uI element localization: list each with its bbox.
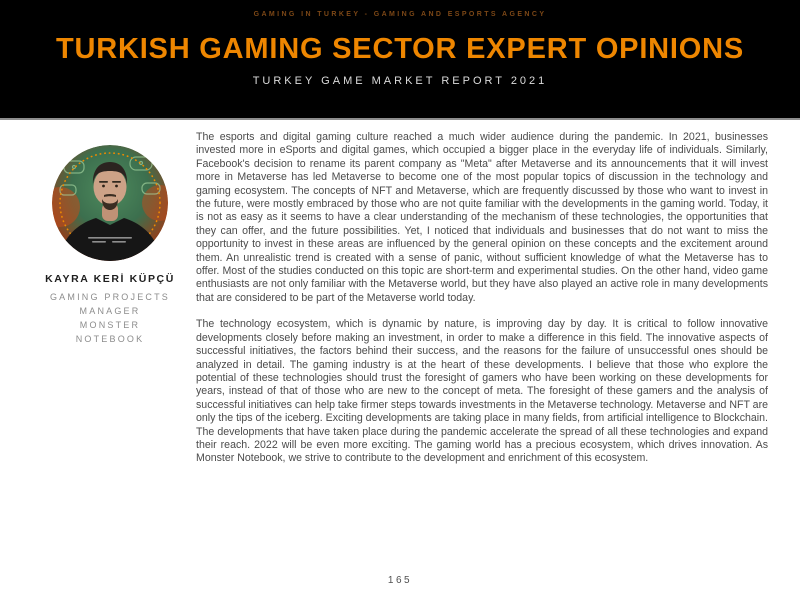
opinion-paragraph-1: The esports and digital gaming culture reached a much wider audience during the pandemic. In 2021, businesses invested more in eSports and digital games, which occupied a bigger place in the everyday life of individuals. Similarly, Facebook's decision to rename its parent company as "Meta" after Metaverse and its announcements that it will invest more in Metaverse has led Metaverse to become one of the most popular topics of discussion in the technology and gaming ecosystem. The concepts of NFT and Metaverse, which are frequently discussed by those who want to invest in the future, were mostly embraced by those who are not quite familiar with the developments in the gaming world. Today, it is not as easy as it seems to have a clear understanding of the mechanism of these technologies, the opportunities that they can offer, and the future possibilities. Yet, I noticed that individuals and businesses that do not want to miss the opportunity to invest in these areas are influenced by the general opinion on these concepts and the excitement around them. An unrealistic trend is created with a sense of panic, without sufficient knowledge of what the Metaverse has to offer. Most of the studies conducted on this topic are short-term and experimental studies. On the other hand, video game enthusiasts are not only familiar with the Metaverse world, but they have also played an active role in many developments that are considered to be part of the Metaverse world today. bbox=[196, 131, 768, 304]
expert-role-line: GAMING PROJECTS bbox=[49, 292, 170, 302]
report-subtitle: TURKEY GAME MARKET REPORT 2021 bbox=[252, 75, 548, 87]
expert-role-line: MANAGER bbox=[79, 306, 141, 316]
page-header bbox=[0, 0, 800, 120]
expert-role-line: NOTEBOOK bbox=[75, 334, 145, 344]
expert-photo-icon bbox=[52, 145, 168, 261]
expert-profile bbox=[40, 122, 180, 560]
expert-opinion-text bbox=[196, 122, 768, 560]
content-area bbox=[0, 122, 800, 560]
page-title: TURKISH GAMING SECTOR EXPERT OPINIONS bbox=[55, 33, 745, 65]
expert-name: KAYRA KERİ KÜPÇÜ bbox=[45, 273, 175, 285]
page-number: 165 bbox=[387, 575, 413, 586]
agency-tagline: GAMING IN TURKEY - GAMING AND ESPORTS AGENCY bbox=[253, 11, 547, 18]
opinion-paragraph-2: The technology ecosystem, which is dynamic by nature, is improving day by day. It is critical to follow innovative developments closely before making an investment, in order to make a difference in this field. The innovative aspects of successful initiatives, the factors behind their success, and the reasons for the failure of unsuccessful ones should be analyzed in detail. The gaming industry is at the heart of these developments. I believe that those who explore the potential of these technologies should trust the foresight of gamers who have been working on these developments for years, instead of that of those who are new to the concept of meta. The foresight of these gamers and the analysis of successful initiatives can help take firmer steps towards investments in the Metaverse technology. Metaverse and NFT are only the tips of the iceberg. Exciting developments are taking place in many fields, from artificial intelligence to Blockchain. The developments that have taken place during the pandemic accelerate the spread of all these technologies and expand their reach. 2022 will be even more exciting. The gaming world has a precious ecosystem, which drives innovation. As Monster Notebook, we strive to contribute to the development and enrichment of this ecosystem. bbox=[196, 318, 768, 465]
expert-role-line: MONSTER bbox=[79, 320, 141, 330]
expert-role bbox=[40, 290, 180, 346]
page-footer bbox=[0, 570, 800, 588]
